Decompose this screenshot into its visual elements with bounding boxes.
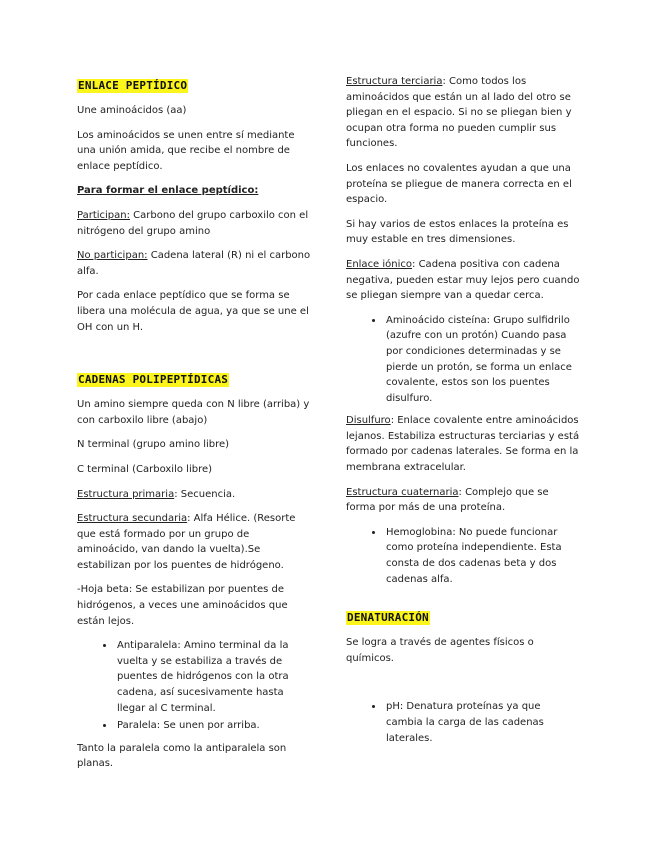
paragraph-estructura-primaria [77, 487, 313, 503]
right-column [346, 74, 580, 753]
left-column [77, 74, 313, 781]
paragraph-c-terminal: C terminal (Carboxilo libre) [77, 463, 213, 475]
paragraph-hoja-beta: -Hoja beta: Se estabilizan por puentes de hidrógenos, a veces une aminoácidos que están lejos. [77, 584, 288, 627]
paragraph-une-aminoacidos: Une aminoácidos (aa) [77, 105, 187, 116]
list-hemoglobina [346, 525, 580, 587]
disulfuro-text: : Enlace covalente entre aminoácidos lejanos. Estabiliza estructuras terciarias y está formado por cadenas laterales. Se forma en la membrana extracelular. [346, 415, 580, 474]
list-hoja-beta [77, 638, 313, 734]
paragraph-enlaces-no-covalentes: Los enlaces no covalentes ayudan a que una proteína se pliegue de manera correcta en el espacio. [346, 162, 572, 206]
heading-denaturacion: DENATURACIÓN [347, 611, 429, 625]
heading-enlace-peptidico: ENLACE PEPTÍDICO [78, 79, 188, 92]
ionico-label: Enlace iónico [346, 258, 413, 270]
paragraph-si-hay-varios: Si hay varios de estos enlaces la proteína es muy estable en tres dimensiones. [346, 218, 569, 246]
primaria-label: Estructura primaria [77, 488, 175, 500]
paragraph-disulfuro [346, 413, 580, 475]
paragraph-se-logra: Se logra a través de agentes físicos o químicos. [346, 637, 534, 664]
list-item-cisteina: • Aminoácido cisteína: Grupo sulfidrilo (azufre con un protón) Cuando pasa por condiciones determinadas y se pierde un protón, se forma un enlace covalente, estos son los puentes disulfuro. [384, 313, 580, 407]
secundaria-label: Estructura secundaria [77, 513, 188, 525]
paragraph-no-participan [77, 248, 313, 279]
paragraph-estructura-terciaria [346, 74, 580, 152]
paragraph-para-formar [77, 183, 313, 199]
secundaria-text: : Alfa Hélice. (Resorte que está formado por un grupo de aminoácido, van dando la vuelta).Se estabilizan por los puentes de hidrógeno. [77, 513, 296, 571]
participan-label: Participan: [77, 209, 130, 221]
list-ph [346, 699, 580, 746]
paragraph-estructura-cuaternaria [346, 485, 580, 516]
no-participan-text: Cadena lateral (R) ni el carbono alfa. [77, 250, 311, 277]
list-item-paralela: • Paralela: Se unen por arriba. [115, 718, 313, 734]
paragraph-cada-enlace: Por cada enlace peptídico que se forma se libera una molécula de agua, ya que se une el OH con un H. [77, 290, 309, 333]
list-item-antiparalela: • Antiparalela: Amino terminal da la vuelta y se estabiliza a través de puentes de hidrógenos con la otra cadena, así sucesivamente hasta llegar al C terminal. [115, 638, 313, 716]
disulfuro-label: Disulfuro [346, 415, 391, 427]
paragraph-amino-libre: Un amino siempre queda con N libre (arriba) y con carboxilo libre (abajo) [77, 399, 310, 426]
paragraph-estructura-secundaria [77, 511, 313, 573]
para-formar-label: Para formar el enlace peptídico: [77, 185, 259, 197]
list-item-ph: • pH: Denatura proteínas ya que cambia la carga de las cadenas laterales. [384, 699, 580, 746]
no-participan-label: No participan: [77, 250, 148, 262]
paragraph-n-terminal: N terminal (grupo amino libre) [77, 439, 230, 451]
cuaternaria-label: Estructura cuaternaria [346, 486, 459, 498]
paragraph-tanto-planas: Tanto la paralela como la antiparalela son planas. [77, 742, 287, 770]
heading-cadenas-polipeptidicas: CADENAS POLIPEPTÍDICAS [78, 373, 229, 387]
cuaternaria-text: : Complejo que se forma por más de una proteína. [346, 486, 549, 514]
terciaria-text: : Como todos los aminoácidos que están un al lado del otro se pliegan en el espacio. Si no se pliegan bien y ocupan otra forma no pueden cumplir sus funciones. [346, 76, 572, 150]
ionico-text: : Cadena positiva con cadena negativa, pueden estar muy lejos pero cuando se pliegan siempre van a quedar cerca. [346, 258, 580, 302]
participan-text: Carbono del grupo carboxilo con el nitrógeno del grupo amino [77, 209, 309, 237]
list-cisteina [346, 313, 580, 407]
list-item-hemoglobina: • Hemoglobina: No puede funcionar como proteína independiente. Esta consta de dos cadenas beta y dos cadenas alfa. [384, 525, 580, 587]
primaria-text: : Secuencia. [174, 488, 236, 500]
paragraph-participan [77, 208, 313, 239]
paragraph-enlace-ionico [346, 257, 580, 304]
terciaria-label: Estructura terciaria [346, 76, 443, 87]
paragraph-union-amida: Los aminoácidos se unen entre sí mediante una unión amida, que recibe el nombre de enlace peptídico. [77, 129, 295, 172]
